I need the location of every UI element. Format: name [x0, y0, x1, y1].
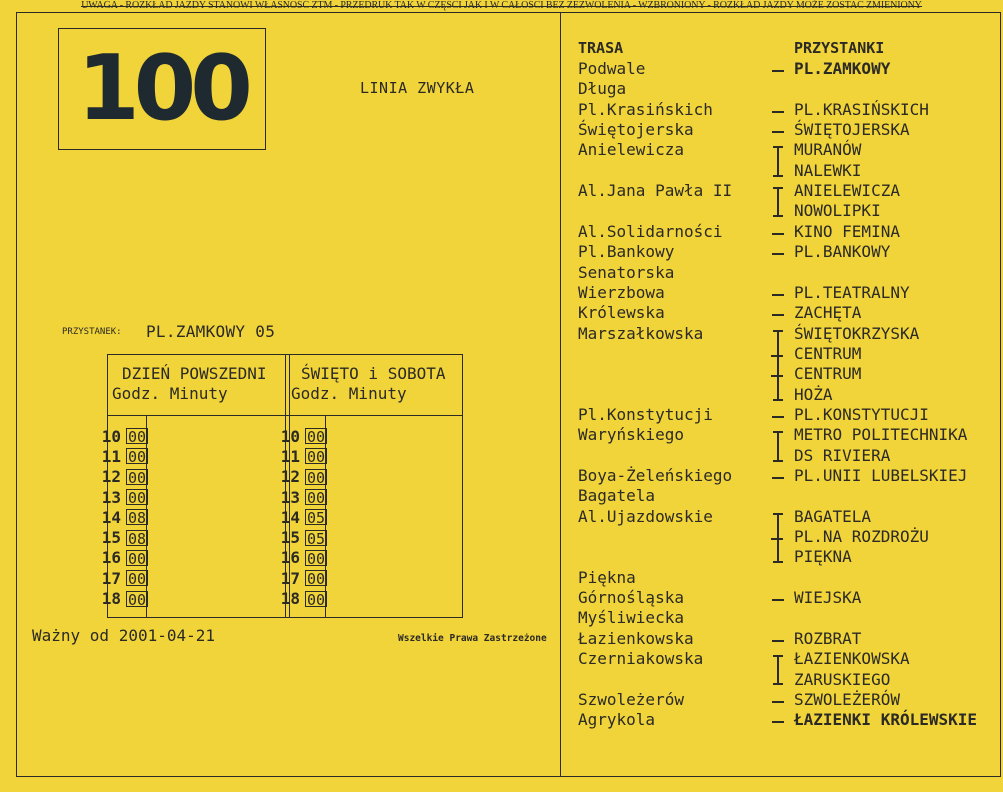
hour: 10	[101, 426, 121, 446]
stop-dash	[772, 70, 784, 72]
hour: 17	[280, 568, 300, 588]
minute: 08	[128, 509, 147, 528]
minute: 05	[307, 509, 326, 528]
holiday-row	[272, 426, 327, 446]
stop-name-item: ŁAZIENKOWSKA	[794, 649, 910, 669]
hour: 14	[101, 507, 121, 527]
hour: 11	[280, 446, 300, 466]
stop-dash	[772, 131, 784, 133]
departure-table	[101, 354, 463, 618]
weekday-row	[93, 568, 148, 588]
stop-dash	[772, 314, 784, 316]
holiday-title: ŚWIĘTO i SOBOTA	[301, 364, 446, 383]
street-name: Szwoleżerów	[578, 689, 684, 709]
minute: 00	[128, 428, 147, 447]
street-name: Myśliwiecka	[578, 608, 684, 628]
stop-group-bracket	[777, 431, 779, 461]
stop-name-item: KINO FEMINA	[794, 221, 900, 241]
stop-name-item: PL.UNII LUBELSKIEJ	[794, 466, 968, 485]
weekday-header	[112, 364, 267, 404]
stop-name-item: CENTRUM	[794, 343, 862, 363]
holiday-row	[272, 467, 327, 487]
stop-dash	[772, 111, 784, 113]
hour: 13	[101, 487, 121, 507]
stop-name-item: ZACHĘTA	[794, 303, 862, 323]
minute: 00	[307, 570, 326, 589]
street-name: Marszałkowska	[578, 323, 704, 343]
holiday-header	[291, 364, 446, 404]
weekday-row	[93, 548, 148, 568]
stop-name-item: METRO POLITECHNIKA	[794, 425, 968, 445]
street-name: Al.Jana Pawła II	[578, 181, 733, 201]
street-name: Wierzbowa	[578, 282, 665, 302]
stop-name-item: PL.TEATRALNY	[794, 282, 910, 302]
holiday-row	[272, 446, 327, 466]
stop-name-item: PL.NA ROZDROŻU	[794, 527, 929, 547]
stop-group-tick	[771, 538, 783, 540]
street-name: Anielewicza	[578, 140, 684, 160]
stop-name-item: CENTRUM	[794, 364, 862, 384]
minute: 00	[307, 590, 326, 609]
holiday-row	[272, 568, 327, 588]
street-name: Górnośląska	[578, 588, 684, 608]
hour: 14	[280, 507, 300, 527]
stop-name-item: BAGATELA	[794, 506, 872, 526]
street-name: Piękna	[578, 567, 636, 587]
stop-dash	[772, 294, 784, 296]
stop-group-bracket	[777, 146, 779, 176]
minute: 00	[307, 549, 326, 568]
weekday-row	[93, 467, 148, 487]
center-divider	[560, 12, 561, 777]
route-header: TRASA	[578, 39, 624, 57]
stop-dash	[772, 640, 784, 642]
weekday-row	[93, 507, 148, 527]
weekday-row	[93, 527, 148, 547]
stop-name-item: PL.KRASIŃSKICH	[794, 99, 929, 119]
hour: 12	[280, 467, 300, 487]
line-type: LINIA ZWYKŁA	[360, 79, 475, 97]
street-name: Świętojerska	[578, 120, 694, 140]
street-name: Podwale	[578, 59, 646, 78]
stop-group-tick	[771, 355, 783, 357]
minute: 00	[307, 468, 326, 487]
street-name: Pl.Konstytucji	[578, 404, 713, 424]
line-number-box	[58, 28, 266, 150]
minute: 00	[307, 448, 326, 467]
stop-name: PL.ZAMKOWY 05	[146, 322, 276, 341]
minute: 05	[307, 529, 326, 548]
stop-name-item: PIĘKNA	[794, 547, 852, 567]
holiday-departures	[272, 426, 327, 609]
hour: 11	[101, 446, 121, 466]
weekday-subtitle: Godz. Minuty	[112, 384, 228, 403]
holiday-row	[272, 527, 327, 547]
stop-name-item: ZARUSKIEGO	[794, 669, 891, 689]
minute: 00	[128, 489, 147, 508]
weekday-row	[93, 426, 148, 446]
stop-dash	[772, 233, 784, 235]
street-name: Pl.Bankowy	[578, 242, 675, 262]
street-name: Czerniakowska	[578, 649, 704, 669]
weekday-title: DZIEŃ POWSZEDNI	[122, 364, 267, 383]
rights-notice: Wszelkie Prawa Zastrzeżone	[398, 633, 547, 644]
hour: 18	[101, 589, 121, 609]
stop-dash	[772, 721, 784, 723]
hour: 18	[280, 589, 300, 609]
street-name: Agrykola	[578, 710, 656, 730]
holiday-row	[272, 588, 327, 608]
stop-group-bracket	[777, 655, 779, 685]
stop-name-item: ROZBRAT	[794, 628, 862, 648]
stops-header: PRZYSTANKI	[794, 39, 885, 57]
stop-name-item: ŚWIĘTOJERSKA	[794, 120, 910, 140]
street-name: Waryńskiego	[578, 425, 684, 445]
hour: 15	[101, 528, 121, 548]
street-name: Boya-Żeleńskiego	[578, 466, 733, 485]
street-name: Bagatela	[578, 486, 656, 506]
stop-group-bracket	[777, 330, 779, 401]
minute: 00	[128, 448, 147, 467]
stop-name-item: PL.KONSTYTUCJI	[794, 404, 929, 424]
stop-group-tick	[771, 375, 783, 377]
holiday-row	[272, 507, 327, 527]
minute: 00	[128, 549, 147, 568]
stop-name-item: NOWOLIPKI	[794, 201, 881, 221]
holiday-row	[272, 487, 327, 507]
hour: 13	[280, 487, 300, 507]
stop-group-bracket	[777, 187, 779, 217]
minute: 08	[128, 529, 147, 548]
stop-name-item: MURANÓW	[794, 140, 862, 160]
minute: 00	[128, 570, 147, 589]
weekday-departures	[93, 426, 148, 609]
minute: 00	[128, 468, 147, 487]
street-name: Pl.Krasińskich	[578, 99, 713, 119]
hour: 17	[101, 568, 121, 588]
stop-name-item: NALEWKI	[794, 160, 862, 180]
hour: 15	[280, 528, 300, 548]
street-name: Senatorska	[578, 262, 675, 282]
weekday-row	[93, 446, 148, 466]
stop-name-item: ANIELEWICZA	[794, 181, 900, 201]
line-number: 100	[77, 36, 247, 141]
stop-name-item: ŁAZIENKI KRÓLEWSKIE	[794, 710, 978, 730]
stop-name-item: ŚWIĘTOKRZYSKA	[794, 323, 920, 343]
minute: 00	[307, 489, 326, 508]
holiday-row	[272, 548, 327, 568]
hour: 16	[280, 548, 300, 568]
weekday-row	[93, 487, 148, 507]
holiday-subtitle: Godz. Minuty	[291, 384, 407, 403]
stop-name-item: DS RIVIERA	[794, 445, 891, 465]
hour: 10	[280, 426, 300, 446]
stop-name-item: WIEJSKA	[794, 588, 862, 608]
stop-name-item: PL.BANKOWY	[794, 242, 891, 262]
stop-name-item: HOŻA	[794, 384, 833, 404]
stop-name-item: PL.ZAMKOWY	[794, 59, 891, 78]
copyright-notice: UWAGA - ROZKŁAD JAZDY STANOWI WŁASNOŚĆ ZTM - PRZEDRUK TAK W CZĘŚCI JAK I W CAŁOŚCI BEZ ZEZWOLENIA - WZBRONIONY - ROZKŁAD JAZDY MOŻE ZOSTAĆ ZMIENIONY	[81, 0, 922, 11]
stop-label: PRZYSTANEK:	[62, 327, 122, 337]
stop-name-item: SZWOLEŻERÓW	[794, 689, 900, 709]
hour: 16	[101, 548, 121, 568]
weekday-row	[93, 588, 148, 608]
stop-dash	[772, 701, 784, 703]
street-name: Królewska	[578, 303, 665, 323]
valid-from: Ważny od 2001-04-21	[32, 626, 216, 645]
street-name: Al.Ujazdowskie	[578, 506, 713, 526]
minute: 00	[307, 428, 326, 447]
stop-dash	[772, 599, 784, 601]
hour: 12	[101, 467, 121, 487]
stop-dash	[772, 416, 784, 418]
street-name: Długa	[578, 79, 627, 99]
stop-dash	[772, 253, 784, 255]
street-name: Łazienkowska	[578, 628, 694, 648]
table-header-separator	[108, 415, 462, 416]
street-name: Al.Solidarności	[578, 221, 723, 241]
minute: 00	[128, 590, 147, 609]
stop-dash	[772, 477, 784, 479]
